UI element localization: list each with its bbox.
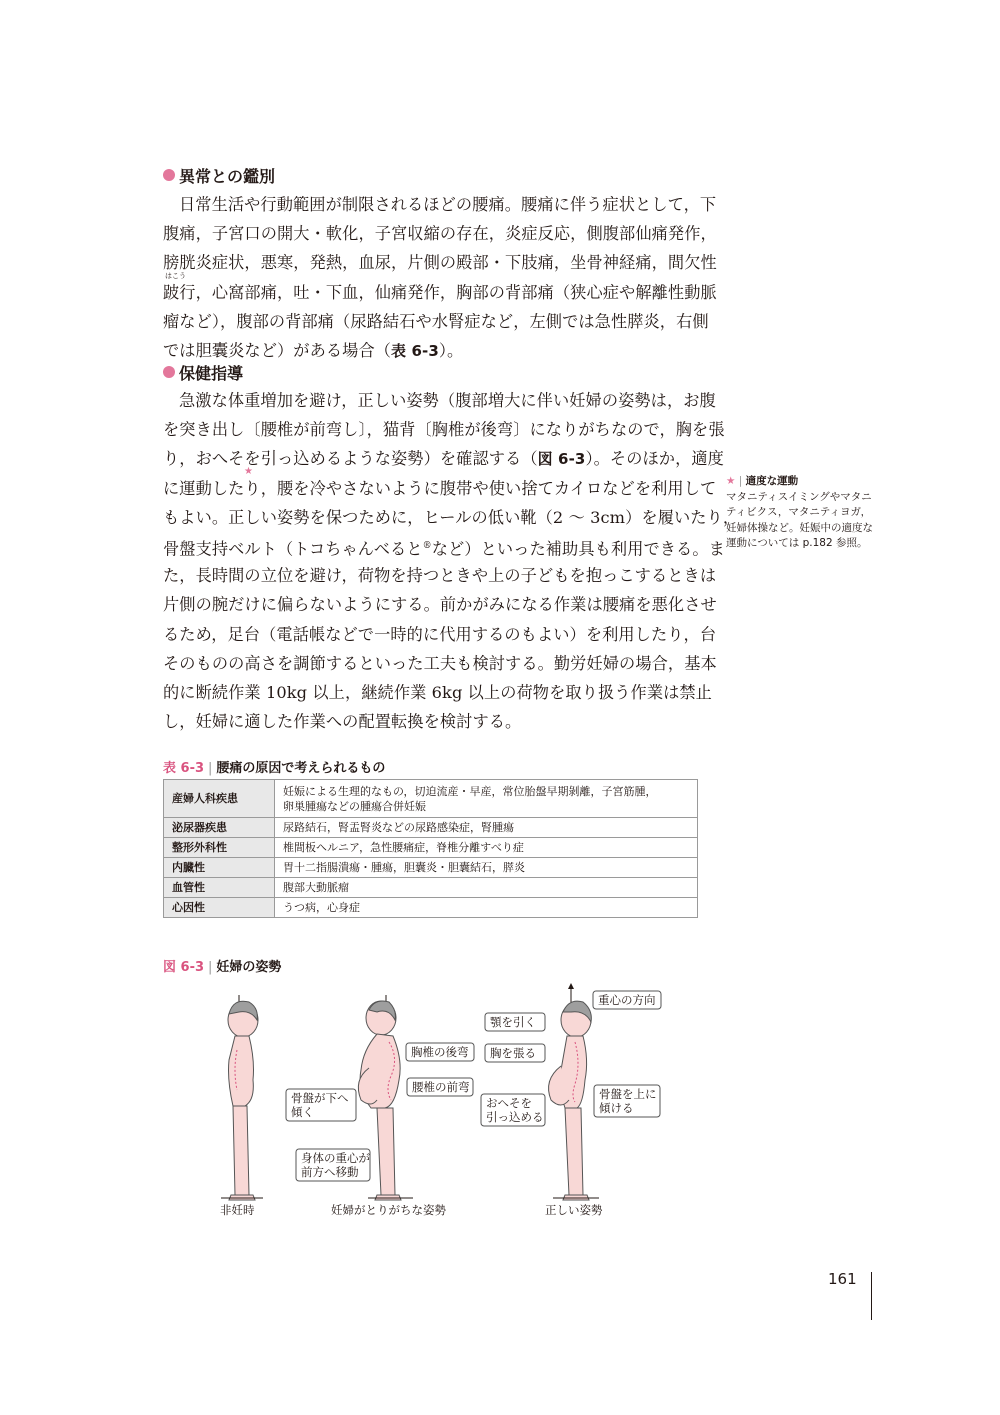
bullet-icon	[163, 366, 175, 378]
text-line: 瘤など），腹部の背部痛（尿路結石や水腎症など，左側では急性膵炎，右側	[163, 311, 709, 331]
table-row	[164, 818, 698, 838]
figure-correct	[549, 986, 599, 1200]
sidenote-line: マタニティスイミングやマタニ	[726, 490, 872, 503]
sidenote-line: ティビクス，マタニティヨガ，	[726, 506, 872, 518]
ruby-text: はこう	[165, 272, 186, 280]
text-line: に運動したり，腰を冷やさないように腹帯や使い捨てカイロなどを利用して	[163, 478, 717, 498]
svg-text:身体の重心が: 身体の重心が	[301, 1151, 370, 1165]
label-chin	[485, 1013, 545, 1031]
table-category: 血管性	[164, 878, 275, 898]
label-cog-shift	[296, 1149, 370, 1181]
table-reference: 表 6-3	[391, 341, 439, 360]
label-lumbar	[407, 1078, 473, 1096]
sidenote-title: 適度な運動	[745, 475, 799, 487]
text-line: 片側の腕だけに偏らないようにする。前かがみになる作業は腰痛を悪化させ	[163, 595, 717, 615]
table-row	[164, 898, 698, 918]
svg-text:胸を張る: 胸を張る	[490, 1046, 536, 1060]
sidenote	[726, 474, 876, 552]
svg-text:おへそを: おへそを	[486, 1096, 532, 1110]
sidenote-title-row: ★ | 適度な運動	[726, 475, 799, 487]
text-line: もよい。正しい姿勢を保つために，ヒールの低い靴（2 ～ 3cm）を履いたり，	[163, 507, 740, 527]
label-non-pregnant: 非妊時	[220, 1203, 255, 1217]
figure-reference: 図 6-3	[537, 450, 586, 469]
label-pelvis-forward	[286, 1089, 356, 1121]
svg-text:前方へ移動: 前方へ移動	[301, 1165, 359, 1179]
svg-text:顎を引く: 顎を引く	[490, 1015, 536, 1029]
sidenote-line: 妊婦体操など。妊娠中の適度な	[726, 521, 873, 534]
posture-figure	[163, 980, 703, 1220]
table-description: 椎間板ヘルニア，急性腰痛症，脊椎分離すべり症	[275, 838, 698, 858]
paragraph-guidance	[163, 386, 740, 736]
label-typical: 妊婦がとりがちな姿勢	[331, 1203, 446, 1217]
table-row	[164, 780, 698, 818]
svg-text:胸椎の後弯: 胸椎の後弯	[411, 1045, 469, 1059]
figure-non-pregnant	[221, 995, 263, 1200]
label-cog-direction	[593, 991, 661, 1009]
table-category: 産婦人科疾患	[164, 780, 275, 818]
label-navel	[481, 1094, 545, 1126]
text-line: し，妊婦に適した作業への配置転換を検討する。	[163, 712, 522, 732]
legs	[233, 1106, 249, 1195]
svg-text:重心の方向: 重心の方向	[598, 993, 656, 1007]
text-line: 膀胱炎症状，悪寒，発熱，血尿，片側の殿部・下肢痛，坐骨神経痛，間欠性	[163, 253, 717, 273]
label-thoracic	[406, 1043, 474, 1061]
table-category: 心因性	[164, 898, 275, 918]
text-line: た，長時間の立位を避け，荷物を持つときや上の子どもを抱っこするときは	[163, 566, 717, 586]
svg-text:腰椎の前弯: 腰椎の前弯	[412, 1080, 470, 1094]
page-number: 161	[828, 1270, 857, 1288]
table-description: 尿路結石，腎盂腎炎などの尿路感染症，腎腫瘍	[275, 818, 698, 838]
table-category: 内臓性	[164, 858, 275, 878]
figure-caption: 図 6-3 | 妊婦の姿勢	[163, 960, 282, 975]
label-correct: 正しい姿勢	[545, 1203, 603, 1217]
section-heading-abnormal: 異常との鑑別	[163, 164, 275, 186]
legs	[377, 1108, 395, 1195]
text-line: 日常生活や行動範囲が制限されるほどの腰痛。腰痛に伴う症状として，下	[179, 195, 717, 214]
text-line: り，おへそを引っ込めるような姿勢）を確認する（図 6-3）。そのほか，適度	[163, 449, 724, 469]
table-description: 腹部大動脈瘤	[275, 878, 698, 898]
star-icon: ★	[726, 475, 736, 487]
label-pelvis-up	[594, 1085, 660, 1117]
paragraph-abnormal	[163, 190, 717, 365]
star-icon: ★	[244, 466, 253, 477]
svg-text:傾ける: 傾ける	[599, 1101, 634, 1115]
text-line: では胆囊炎など）がある場合（表 6-3）。	[163, 340, 464, 360]
svg-text:骨盤が下へ: 骨盤が下へ	[291, 1091, 349, 1105]
label-chest	[485, 1044, 545, 1062]
table-caption: 表 6-3 | 腰痛の原因で考えられるもの	[163, 761, 386, 776]
torso	[229, 1036, 254, 1106]
text-line: るため，足台（電話帳などで一時的に代用するのもよい）を利用したり，台	[163, 624, 717, 644]
svg-text:引っ込める: 引っ込める	[486, 1110, 544, 1124]
svg-text:骨盤を上に: 骨盤を上に	[599, 1087, 657, 1101]
causes-table	[163, 779, 698, 918]
table-category: 泌尿器疾患	[164, 818, 275, 838]
table-row	[164, 878, 698, 898]
text-line: そのものの高さを調節するといった工夫も検討する。勤労妊婦の場合，基本	[163, 653, 717, 673]
text-line: 跛行，心窩部痛，吐・下血，仙痛発作，胸部の背部痛（狭心症や解離性動脈	[163, 282, 717, 302]
svg-text:傾く: 傾く	[291, 1105, 314, 1119]
table-description: うつ病，心身症	[275, 898, 698, 918]
table-row	[164, 858, 698, 878]
table-description: 胃十二指腸潰瘍・腫瘍，胆囊炎・胆囊結石，膵炎	[275, 858, 698, 878]
page-divider	[871, 1272, 872, 1320]
section-heading-guidance: 保健指導	[163, 361, 243, 383]
bullet-icon	[163, 169, 175, 181]
legs	[565, 1108, 583, 1195]
text-line: 骨盤支持ベルト（トコちゃんベると®など）といった補助具も利用できる。ま	[163, 539, 725, 559]
text-line: 腹痛，子宮口の開大・軟化，子宮収縮の存在，炎症反応，側腹部仙痛発作，	[163, 224, 717, 244]
text-line: を突き出し〔腰椎が前弯し〕，猫背〔胸椎が後弯〕になりがちなので，胸を張	[163, 420, 725, 440]
table-description: 妊娠による生理的なもの，切迫流産・早産，常位胎盤早期剝離，子宮筋腫， 卵巣腫瘍などの腫瘍合併妊娠	[275, 780, 698, 818]
table-category: 整形外科性	[164, 838, 275, 858]
text-line: 急激な体重増加を避け，正しい姿勢（腹部増大に伴い妊婦の姿勢は，お腹	[179, 391, 716, 410]
table-row	[164, 838, 698, 858]
sidenote-line: 運動については p.182 参照。	[726, 537, 868, 549]
text-line: 的に断続作業 10kg 以上，継続作業 6kg 以上の荷物を取り扱う作業は禁止	[163, 682, 712, 702]
